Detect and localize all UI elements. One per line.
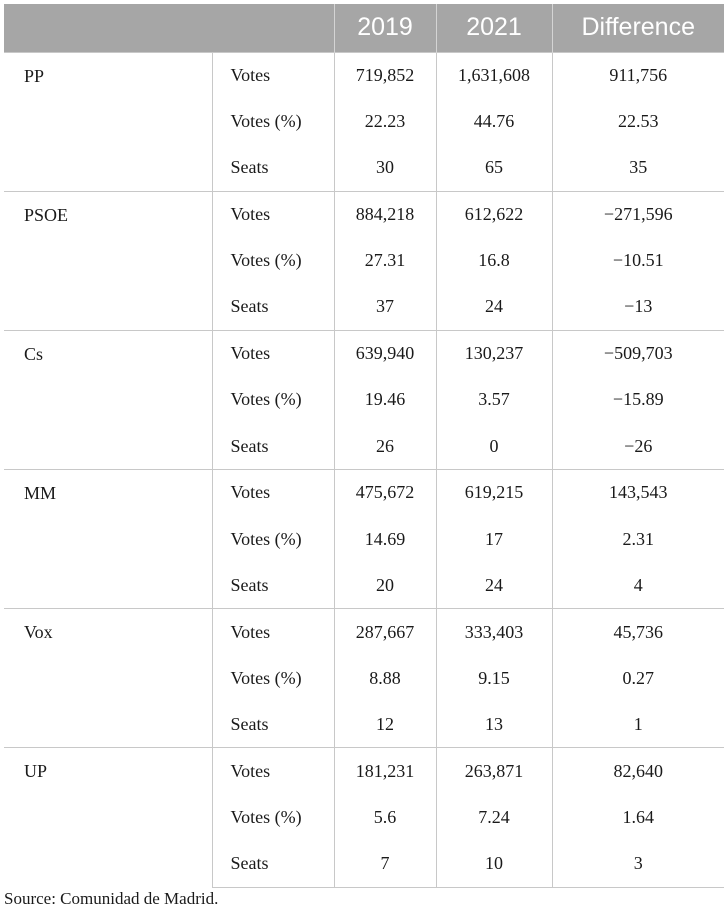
value-2019: 8.88 — [334, 655, 436, 701]
header-row — [4, 4, 724, 52]
value-2019: 181,231 — [334, 748, 436, 794]
value-2021: 24 — [436, 562, 552, 608]
value-2021: 16.8 — [436, 238, 552, 284]
value-2019: 37 — [334, 284, 436, 330]
value-2019: 26 — [334, 423, 436, 469]
value-2021: 612,622 — [436, 191, 552, 237]
value-difference: 2.31 — [552, 516, 724, 562]
value-difference: −271,596 — [552, 191, 724, 237]
table-row — [4, 470, 724, 516]
party-name: Cs — [4, 330, 212, 469]
value-difference: −509,703 — [552, 330, 724, 376]
value-2021: 13 — [436, 701, 552, 747]
value-2019: 27.31 — [334, 238, 436, 284]
metric-label: Seats — [212, 284, 334, 330]
value-difference: −15.89 — [552, 377, 724, 423]
metric-label: Votes (%) — [212, 377, 334, 423]
table-header — [4, 4, 724, 52]
metric-label: Votes — [212, 748, 334, 794]
value-2021: 9.15 — [436, 655, 552, 701]
value-difference: 143,543 — [552, 470, 724, 516]
value-2021: 619,215 — [436, 470, 552, 516]
value-2019: 7 — [334, 841, 436, 887]
party-name: Vox — [4, 609, 212, 748]
election-results-table — [4, 4, 724, 888]
value-2021: 1,631,608 — [436, 52, 552, 98]
value-difference: 911,756 — [552, 52, 724, 98]
value-difference: 3 — [552, 841, 724, 887]
metric-label: Votes — [212, 52, 334, 98]
metric-label: Votes — [212, 609, 334, 655]
value-2021: 7.24 — [436, 794, 552, 840]
value-2019: 20 — [334, 562, 436, 608]
value-difference: −26 — [552, 423, 724, 469]
table-row — [4, 609, 724, 655]
header-blank-cell — [4, 4, 334, 52]
table-body — [4, 52, 724, 887]
table-row — [4, 191, 724, 237]
value-difference: 82,640 — [552, 748, 724, 794]
metric-label: Votes (%) — [212, 98, 334, 144]
value-2019: 12 — [334, 701, 436, 747]
source-note: Source: Comunidad de Madrid. — [4, 889, 219, 908]
value-difference: 45,736 — [552, 609, 724, 655]
value-difference: 35 — [552, 145, 724, 191]
value-2019: 30 — [334, 145, 436, 191]
value-2019: 22.23 — [334, 98, 436, 144]
metric-label: Votes (%) — [212, 794, 334, 840]
value-2019: 5.6 — [334, 794, 436, 840]
value-difference: 0.27 — [552, 655, 724, 701]
value-2019: 14.69 — [334, 516, 436, 562]
metric-label: Seats — [212, 423, 334, 469]
header-2021: 2021 — [436, 4, 552, 52]
metric-label: Votes (%) — [212, 516, 334, 562]
value-difference: 22.53 — [552, 98, 724, 144]
value-2019: 639,940 — [334, 330, 436, 376]
value-difference: 4 — [552, 562, 724, 608]
metric-label: Votes (%) — [212, 238, 334, 284]
value-2021: 10 — [436, 841, 552, 887]
party-name: PP — [4, 52, 212, 191]
metric-label: Seats — [212, 841, 334, 887]
metric-label: Votes (%) — [212, 655, 334, 701]
party-name: MM — [4, 470, 212, 609]
table-row — [4, 330, 724, 376]
value-2021: 24 — [436, 284, 552, 330]
value-2021: 3.57 — [436, 377, 552, 423]
table-row — [4, 748, 724, 794]
metric-label: Votes — [212, 470, 334, 516]
value-2019: 884,218 — [334, 191, 436, 237]
value-2019: 19.46 — [334, 377, 436, 423]
value-2019: 287,667 — [334, 609, 436, 655]
value-difference: 1.64 — [552, 794, 724, 840]
metric-label: Votes — [212, 330, 334, 376]
party-name: UP — [4, 748, 212, 887]
value-2021: 130,237 — [436, 330, 552, 376]
metric-label: Seats — [212, 145, 334, 191]
value-2021: 44.76 — [436, 98, 552, 144]
value-difference: −13 — [552, 284, 724, 330]
value-2019: 475,672 — [334, 470, 436, 516]
metric-label: Seats — [212, 562, 334, 608]
party-name: PSOE — [4, 191, 212, 330]
table-row — [4, 52, 724, 98]
value-difference: 1 — [552, 701, 724, 747]
header-2019: 2019 — [334, 4, 436, 52]
value-2021: 0 — [436, 423, 552, 469]
metric-label: Votes — [212, 191, 334, 237]
value-2019: 719,852 — [334, 52, 436, 98]
value-difference: −10.51 — [552, 238, 724, 284]
value-2021: 65 — [436, 145, 552, 191]
header-difference: Difference — [552, 4, 724, 52]
metric-label: Seats — [212, 701, 334, 747]
value-2021: 263,871 — [436, 748, 552, 794]
value-2021: 17 — [436, 516, 552, 562]
value-2021: 333,403 — [436, 609, 552, 655]
